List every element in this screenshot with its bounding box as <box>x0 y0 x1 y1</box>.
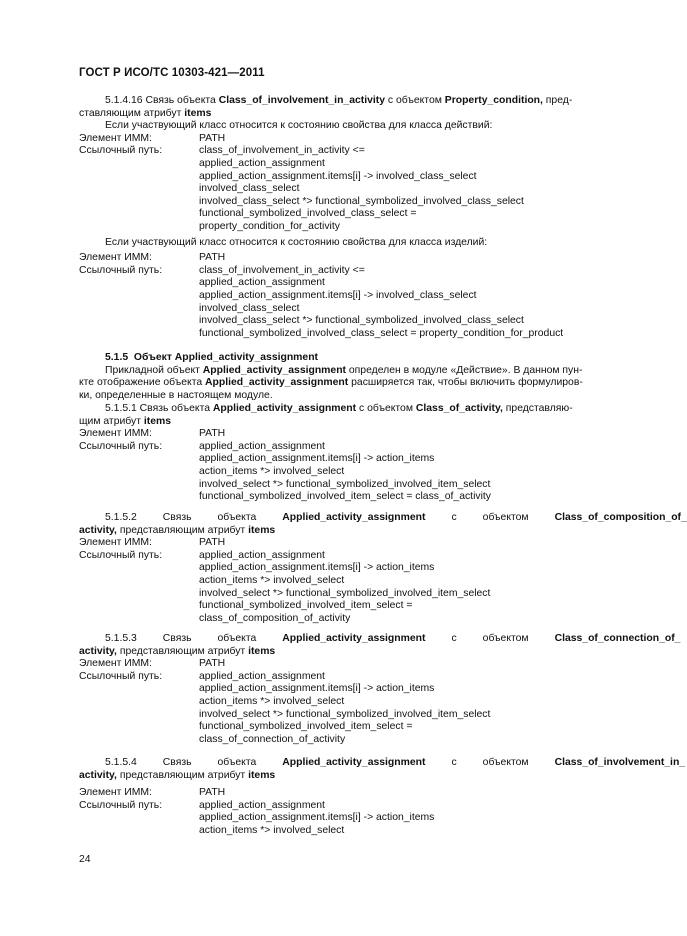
ref-path-line: involved_class_select *> functional_symbolized_involved_class_select <box>199 195 524 207</box>
ref-path-row: Ссылочный путь: applied_action_assignment <box>79 549 325 561</box>
arm-element-row: Элемент ИММ: PATH <box>79 787 226 799</box>
ref-path-line: applied_action_assignment.items[i] -> action_items <box>199 562 435 574</box>
arm-element-row: Элемент ИММ: PATH <box>79 252 226 264</box>
ref-path-line: applied_action_assignment <box>199 157 325 169</box>
section-heading: 5.1.5.1 Связь объекта Applied_activity_assignment с объектом Class_of_activity, представляю- <box>105 403 573 414</box>
ref-path-line: functional_symbolized_involved_class_select = <box>199 208 417 220</box>
ref-path-line: action_items *> involved_select <box>199 574 345 586</box>
section-5-1-5-3 <box>79 633 681 746</box>
arm-element-row: Элемент ИММ: PATH <box>79 537 226 549</box>
ref-path-row: Ссылочный путь: applied_action_assignment <box>79 440 325 452</box>
section-heading: 5.1.5.4 Связь объекта Applied_activity_assignment с объектом Class_of_involvement_in_ <box>105 757 686 768</box>
ref-path-line: functional_symbolized_involved_item_select = <box>199 600 413 612</box>
section-heading: 5.1.5.3 Связь объекта Applied_activity_assignment с объектом Class_of_connection_of_ <box>105 633 681 644</box>
ref-path-line: applied_action_assignment.items[i] -> action_items <box>199 453 435 465</box>
case-text: Если участвующий класс относится к состоянию свойства для класса изделий: <box>105 236 488 248</box>
ref-path-line: involved_select *> functional_symbolized_involved_item_select <box>199 478 491 490</box>
ref-path-line: applied_action_assignment.items[i] -> involved_class_select <box>199 289 477 301</box>
section-5-1-5-1 <box>79 403 617 504</box>
ref-path-line: applied_action_assignment.items[i] -> action_items <box>199 683 435 695</box>
section-title: 5.1.5 Объект Applied_activity_assignment <box>105 352 319 363</box>
ref-path-line: action_items *> involved_select <box>199 465 345 477</box>
section-heading-cont: activity, представляющим атрибут items <box>79 769 276 781</box>
ref-path-line: action_items *> involved_select <box>199 824 345 836</box>
section-heading-cont: activity, представляющим атрибут items <box>79 645 276 657</box>
ref-path-row: Ссылочный путь: class_of_involvement_in_activity <= <box>79 264 365 276</box>
ref-path-line: applied_action_assignment.items[i] -> action_items <box>199 812 435 824</box>
section-heading: 5.1.4.16 Связь объекта Class_of_involvement_in_activity с объектом Property_condition, пред- <box>105 95 573 106</box>
arm-element-row: Элемент ИММ: PATH <box>79 132 226 144</box>
ref-path-row: Ссылочный путь: class_of_involvement_in_activity <= <box>79 145 365 157</box>
ref-path-line: class_of_composition_of_activity <box>199 612 351 624</box>
arm-element-row: Элемент ИММ: PATH <box>79 428 226 440</box>
ref-path-row: Ссылочный путь: applied_action_assignment <box>79 799 325 811</box>
paragraph-line: Прикладной объект Applied_activity_assignment определен в модуле «Действие». В данном пун- <box>105 364 583 376</box>
section-heading: 5.1.5.2 Связь объекта Applied_activity_assignment с объектом Class_of_composition_of_ <box>105 512 687 523</box>
section-5-1-4-16 <box>79 95 617 340</box>
paragraph-line: ки, определенные в настоящем модуле. <box>79 389 273 401</box>
ref-path-line: involved_class_select <box>199 302 300 314</box>
arm-element-row: Элемент ИММ: PATH <box>79 658 226 670</box>
ref-path-line: class_of_connection_of_activity <box>199 733 346 745</box>
ref-path-line: functional_symbolized_involved_item_select = <box>199 721 413 733</box>
section-5-1-5-4 <box>79 757 686 838</box>
page-number: 24 <box>79 854 91 865</box>
ref-path-line: involved_class_select <box>199 183 300 195</box>
ref-path-line: applied_action_assignment <box>199 277 325 289</box>
ref-path-row: Ссылочный путь: applied_action_assignment <box>79 670 325 682</box>
document-header: ГОСТ Р ИСО/ТС 10303-421—2011 <box>79 67 265 79</box>
ref-path-line: property_condition_for_activity <box>199 220 340 232</box>
section-5-1-5 <box>79 352 617 402</box>
ref-path-line: applied_action_assignment.items[i] -> involved_class_select <box>199 170 477 182</box>
paragraph-line: кте отображение объекта Applied_activity_assignment расширяется так, чтобы включить формулиров- <box>79 377 583 389</box>
ref-path-line: involved_class_select *> functional_symbolized_involved_class_select <box>199 315 524 327</box>
ref-path-line: action_items *> involved_select <box>199 695 345 707</box>
section-heading-cont: щим атрибут items <box>79 415 171 427</box>
ref-path-line: functional_symbolized_involved_item_select = class_of_activity <box>199 491 491 503</box>
case-text: Если участвующий класс относится к состоянию свойства для класса действий: <box>105 120 493 132</box>
section-heading-cont: ставляющим атрибут items <box>79 107 212 119</box>
section-5-1-5-2 <box>79 512 687 625</box>
ref-path-line: involved_select *> functional_symbolized_involved_item_select <box>199 587 491 599</box>
ref-path-line: involved_select *> functional_symbolized_involved_item_select <box>199 708 491 720</box>
section-heading-cont: activity, представляющим атрибут items <box>79 524 276 536</box>
ref-path-line: functional_symbolized_involved_class_select = property_condition_for_product <box>199 327 564 339</box>
